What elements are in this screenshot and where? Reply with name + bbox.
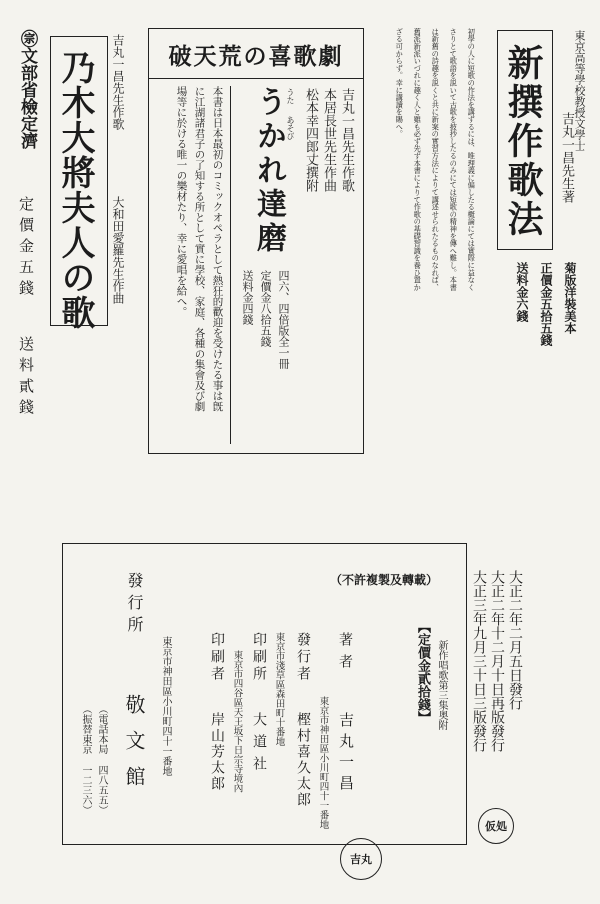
printer-name: 岸山芳太郎 (209, 712, 225, 792)
publisher-label: 發行者 (295, 632, 311, 683)
ukare-price: 定價金八拾五錢 (259, 270, 272, 347)
colophon-seal-text: 仮処 (485, 820, 507, 833)
nogi-composer: 大和田愛羅先生作曲 (111, 196, 125, 304)
nogi-lyricist: 吉丸一昌先生作歌 (111, 34, 125, 130)
printer-addr: 東京市四谷區天王坂下日宗寺境內 (231, 650, 243, 793)
ukare-postage: 送料金四錢 (241, 270, 254, 325)
house-addr: 東京市神田區小川町四十一番地 (160, 636, 171, 776)
nogi-postage: 送料貳錢 (17, 336, 35, 420)
author-name: 吉丸一昌 (337, 712, 355, 796)
colophon-rights: （不許複製及轉載） (330, 573, 439, 587)
colophon-seal (478, 808, 514, 844)
nogi-title: 乃木大將夫人の歌 (55, 50, 95, 330)
author-stamp-text: 吉丸 (350, 853, 372, 866)
colophon-date: 大正三年九月三十日三版發行 (471, 570, 487, 752)
shinsen-body-line: 初學の人に短歌の作法を講ずるには、唯理義に偏したる概論にては實際に益なく (467, 28, 477, 291)
ukare-desc-line: 本書は日本最初のコミックオペラとして熱狂的歡迎を受けたる事は旣 (211, 86, 224, 412)
shinsen-spec: 菊版洋裝美本 (563, 262, 577, 334)
colophon-date: 大正二年二月五日發行 (507, 570, 523, 710)
ukare-ruby: うた (286, 88, 295, 104)
nogi-price: 定價金五錢 (17, 196, 35, 301)
ukare-credit: 本居長世先生作曲 (321, 88, 336, 192)
shinsen-body-line: さりとて歌語を説いて古歌を披抄したるのみにては短歌の精神を傳へ難し。本書 (449, 28, 459, 291)
shinsen-author-name: 吉丸一昌先生著 (559, 112, 574, 203)
author-label: 著者 (337, 632, 353, 676)
ukare-title: うかれ達磨 (251, 86, 286, 256)
ukare-desc-line: に江湖諸君子の了知する所として實に學校、家庭、各種の集會及び劇 (193, 86, 206, 412)
shinsen-body-line: ざる可からず。幸に講讀を賜へ。 (395, 28, 405, 138)
author-stamp (340, 838, 382, 880)
ukare-heading-rule (148, 78, 364, 79)
shinsen-body-line: 舊派新派いづれに趣く人と雖も必ず先ず本書によりて作歌の基礎智識を養ひ置か (413, 28, 423, 291)
ukare-divider (230, 86, 231, 444)
house-phone: （電話本局 四八五五） (96, 704, 107, 815)
house-transfer: （振替東京 一二三六） (80, 704, 91, 815)
colophon-date: 大正二年十二月十日再版發行 (489, 570, 505, 752)
ukare-spec: 四六、四倍版全一冊 (277, 270, 290, 369)
colophon-note: 新作唱歌第三集奥附 (436, 640, 447, 730)
house-label: 發行所 (125, 572, 144, 638)
shinsen-title: 新撰作歌法 (502, 44, 544, 239)
publisher-name: 樫村喜久太郎 (295, 712, 311, 808)
shinsen-price: 正價金五拾五錢 (539, 262, 553, 346)
ukare-desc-line: 場等に於ける唯一の樂材たり、幸に愛唱を給へ。 (175, 86, 188, 317)
shinsen-author-affil: 東京高等學校教授文學士 (573, 30, 586, 151)
house-name: 敬文館 (122, 694, 146, 802)
printer-label: 印刷者 (209, 632, 225, 683)
ukare-credit: 吉丸一昌先生作歌 (339, 88, 354, 192)
shinsen-postage: 送料金六錢 (515, 262, 529, 322)
ukare-heading: 破天荒の喜歌劇 (168, 43, 344, 70)
ukare-ruby: あそび (286, 116, 295, 140)
ukare-credit: 松本幸四郎丈撰附 (303, 88, 318, 192)
colophon-price: 【定價金貳拾錢】 (415, 620, 430, 724)
publisher-addr: 東京市神田區小川町四十一番地 (317, 696, 329, 829)
printshop-label: 印刷所 (251, 632, 267, 683)
shinsen-body-line: は新舊の詩趣を説くと共に新案の實習方法によりて講述せられたるものなれば、 (431, 28, 441, 291)
printshop-addr: 東京市淺草區森田町十番地 (273, 632, 285, 746)
printshop-name: 大道社 (251, 712, 267, 778)
nogi-approval: ㊪文部省檢定濟 (17, 30, 37, 149)
